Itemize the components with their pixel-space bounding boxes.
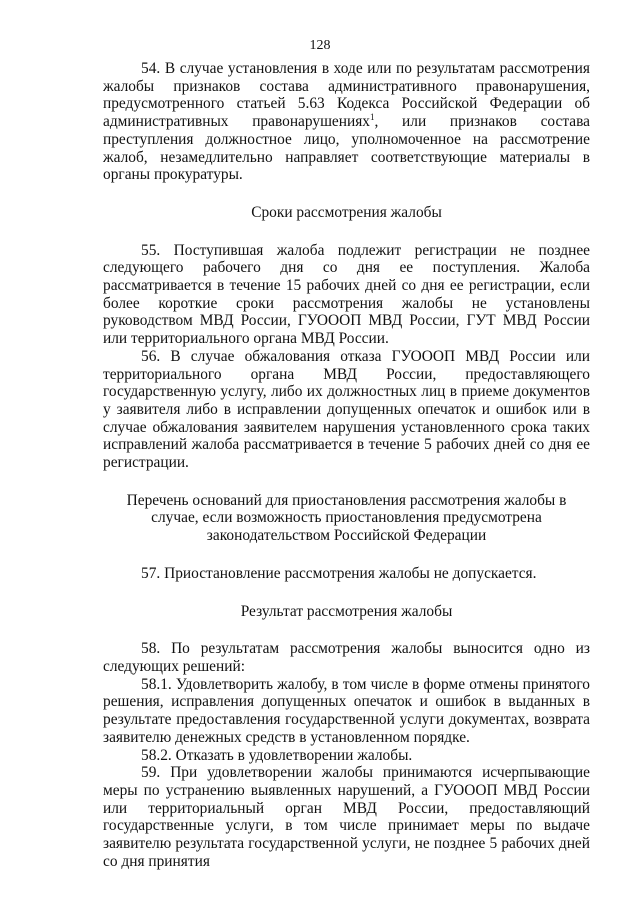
paragraph-58-1: 58.1. Удовлетворить жалобу, в том числе в форме отмены принятого решения, исправления допущенных опечаток и ошибок в выданных в результате предоставления государственной услуги документах, возврата заявителю денежных средств в установленном порядке. <box>103 675 590 746</box>
paragraph-56: 56. В случае обжалования отказа ГУОООП МВД России или территориального органа МВД России, предоставляющего государственную услугу, либо их должностных лиц в приеме документов у заявителя либо в исправлении допущенных опечаток и ошибок или в случае обжалования заявителем нарушения установленного срока таких исправлений жалоба рассматривается в течение 5 рабочих дней со дня ее регистрации. <box>103 347 590 472</box>
paragraph-54-text: 54. В случае установления в ходе или по результатам рассмотрения жалобы признаков состава административного правонарушения, предусмотренного статьей 5.63 Кодекса Российской Федерации об административных правонарушениях <box>103 60 590 131</box>
paragraph-55: 55. Поступившая жалоба подлежит регистрации не позднее следующего рабочего дня со дня ее поступления. Жалоба рассматривается в течение 15 рабочих дней со дня ее регистрации, если более короткие сроки рассмотрения жалобы не установлены руководством МВД России, ГУОООП МВД России, ГУТ МВД России или территориального органа МВД России. <box>103 241 590 348</box>
heading-suspension-grounds: Перечень оснований для приостановления рассмотрения жалобы в случае, если возможность приостановления предусмотрена законодательством Российской Федерации <box>126 491 567 545</box>
paragraph-59: 59. При удовлетворении жалобы принимаются исчерпывающие меры по устранению выявленных нарушений, а ГУОООП МВД России или территориальный орган МВД России, предоставляющий государственные услуги, в том числе принимает меры по выдаче заявителю результата государственной услуги, не позднее 5 рабочих дней со дня принятия <box>103 764 590 870</box>
document-body <box>103 60 590 870</box>
paragraph-54-tail: , или признаков состава преступления должностное лицо, уполномоченное на рассмотрение жалоб, незамедлительно направляет соответствующие материалы в органы прокуратуры. <box>103 113 590 184</box>
heading-terms: Сроки рассмотрения жалобы <box>251 203 442 221</box>
paragraph-57: 57. Приостановление рассмотрения жалобы не допускается. <box>141 564 537 582</box>
paragraph-58-2: 58.2. Отказать в удовлетворении жалобы. <box>141 746 413 764</box>
footnote-marker: 1 <box>370 111 375 122</box>
page-number: 128 <box>309 38 331 53</box>
paragraph-54 <box>103 60 590 184</box>
paragraph-58: 58. По результатам рассмотрения жалобы выносится одно из следующих решений: <box>103 640 590 675</box>
heading-result: Результат рассмотрения жалобы <box>240 602 453 620</box>
